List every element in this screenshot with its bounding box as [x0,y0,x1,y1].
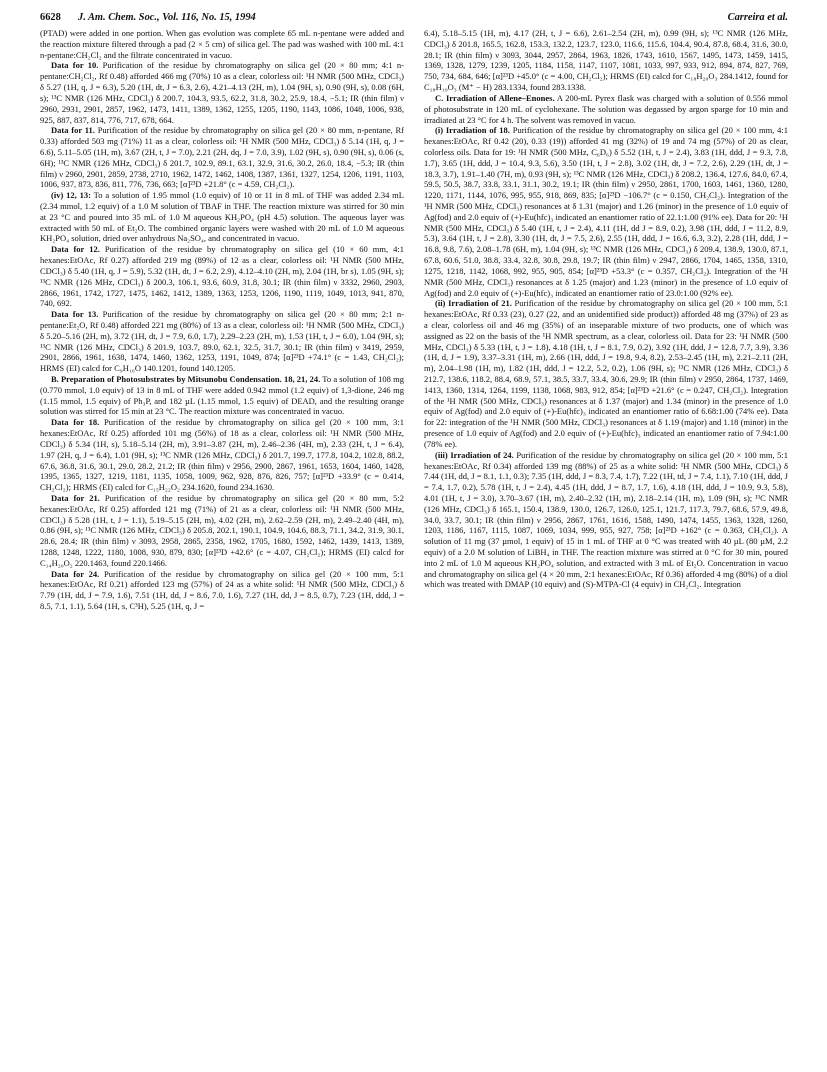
paragraph [40,244,404,309]
paragraph-text: To a solution of 108 mg (0.770 mmol, 1.0 equiv) of 13 in 8 mL of THF were added 0.942 mmol (1.2 equiv) of 1,3-dione, 246 mg (1.15 mmol, 1.5 equiv) of Ph₃P, and 182 µL (1.15 mmol, 1.5 equiv) of DEAD, and the resulting orange solution was stirred for 15 min at 23 °C. The reaction mixture was concentrated in vacuo. [40,374,404,417]
paragraph-text: Purification of the residue by chromatography on silica gel (20 × 100 mm, 5:1 hexanes:EtOAc, Rf 0.33 (23), 0.27 (22, and an unidentified side product)) afforded 48 mg (37%) of 23 as a clear, colorless oil and 46 mg (35%) of an inseparable mixture of two products, one of which was assigned as 22 on the basis of the ¹H NMR spectrum, as a clear, colorless oil. Data for 23: ¹H NMR (500 MHz, CDCl₃) δ 5.33 (1H, t, J = 1.8), 4.18 (1H, t, J = 8.1, 7.9, 0.2), 3.92 (1H, ddd, J = 12.8, 7.7, 3.9), 3.36 (1H, d, J = 1.9), 3.37–3.31 (1H, m), 2.66 (1H, ddd, J = 19.8, 9.4, 8.2), 2.53–2.45 (1H, m), 2.21–2.11 (2H, m), 2.04–1.98 (1H, m), 1.82 (1H, ddd, J = 12.2, 5.2, 0.2), 1.06 (9H, s); ¹³C NMR (126 MHz, CDCl₃) δ 212.7, 138.6, 118.2, 88.4, 68.9, 57.1, 38.5, 33.7, 33.4, 30.6, 29.9; IR (thin film) ν 2950, 2864, 1737, 1469, 1413, 1360, 1314, 1264, 1199, 1138, 1068, 983, 912, 854; [α]²³D +21.6° (c = 0.247, CH₂Cl₂). Integration of the ¹H NMR (500 MHz, CDCl₃) resonances at δ 1.37 (major) and 1.34 (minor) in the presence of 1.0 equiv of Ag(fod) and 2.0 equiv of (+)-Eu(hfc)₃ indicated an enantiomer ratio of 6.68:1.00 (74% ee). Data for 22: integration of the ¹H NMR (500 MHz, CDCl₃) resonances at δ 1.19 (major) and 1.18 (minor) in the presence of 1.0 equiv of Ag(fod) and 2.0 equiv of (+)-Eu(hfc)₃ indicated an enantiomer ratio of 7.94:1.00 (78% ee). [424,298,788,449]
paragraph [40,493,404,569]
section-paragraph [424,93,788,125]
paragraph-lead: Data for 12. [51,244,100,255]
running-author: Carreira et al. [727,12,788,23]
paragraph-text: Purification of the residue by chromatography on silica gel (20 × 80 mm, n-pentane, Rf 0.33) afforded 503 mg (71%) 11 as a clear, colorless oil: ¹H NMR (500 MHz, CDCl₃) δ 5.14 (1H, q, J = 6.6), 5.11–5.05 (1H, m), 3.67 (2H, t, J = 7.0), 2.21 (2H, dq, J = 7.0, 3.9), 1.02 (9H, s), 0.90 (9H, s), 0.06 (s, 6H); ¹³C NMR (126 MHz, CDCl₃) δ 201.7, 102.9, 89.1, 63.1, 32.9, 31.6, 30.2, 26.0, 18.4, −5.3; IR (thin film) ν 2960, 2901, 2859, 2738, 2710, 1962, 1472, 1462, 1408, 1387, 1361, 1327, 1254, 1206, 1191, 1103, 1006, 937, 873, 836, 811, 776, 736, 663; [α]²³D +21.8° (c = 4.59, CH₂Cl₂). [40,125,404,190]
paragraph-text: To a solution of 1.95 mmol (1.0 equiv) of 10 or 11 in 8 mL of THF was added 2.34 mL (2.34 mmol, 1.2 equiv) of a 1.0 M solution of TBAF in THF. The reaction mixture was stirred for 30 min at 23 °C and poured into 35 mL of 1.0 M aqueous KH₂PO₄ (pH 4.5) solution. The aqueous layer was extracted with 50 mL of Et₂O. The combined organic layers were washed with 20 mL of 1.0 M aqueous KH₂PO₄ solution, dried over anhydrous Na₂SO₄, and concentrated in vacuo. [40,190,404,244]
paragraph [424,125,788,298]
paragraph-lead: (iv) 12, 13: [51,190,91,201]
left-column [40,28,404,612]
paragraph-text: Purification of the residue by chromatography on silica gel (10 × 60 mm, 4:1 hexanes:EtOAc, Rf 0.27) afforded 219 mg (89%) of 12 as a clear, colorless oil: ¹H NMR (500 MHz, CDCl₃) δ 5.40 (1H, q, J = 5.9), 5.32 (1H, dt, J = 6.2, 2.9), 4.12–4.10 (2H, m), 2.04 (1H, br s), 1.05 (9H, s); ¹³C NMR (126 MHz, CDCl₃) δ 200.3, 106.1, 93.6, 60.9, 31.8, 30.1; IR (thin film) ν 3332, 2960, 2903, 2866, 1961, 1742, 1727, 1475, 1462, 1412, 1389, 1363, 1253, 1206, 1190, 1119, 1049, 1013, 941, 870, 740, 692. [40,244,404,309]
paragraph-text: Purification of the residue by chromatography on silica gel (20 × 100 mm, 5:1 hexanes:EtOAc, Rf 0.34) afforded 139 mg (88%) of 25 as a white solid: ¹H NMR (500 MHz, CDCl₃) δ 7.44 (1H, dd, J = 8.1, 1.1, 0.3); 7.35 (1H, ddd, J = 8.3, 7.4, 1.7), 7.22 (1H, td, J = 7.4, 1.1), 7.10 (1H, ddd, J = 7.4, 1.7, 0.2), 5.78 (1H, t, J = 2.4), 4.45 (1H, ddd, J = 8.7, 1.7, 1.6), 4.18 (1H, ddd, J = 10.9, 9.3, 5.8), 4.01 (1H, t, J = 3.0), 3.70–3.67 (1H, m), 2.40–2.32 (1H, m), 2.18–2.14 (1H, m), 1.09 (9H, s); ¹³C NMR (126 MHz, CDCl₃) δ 165.1, 150.4, 138.9, 130.0, 126.7, 126.0, 125.1, 121.7, 117.3, 79.7, 68.6, 57.9, 49.8, 34.0, 33.7, 30.1; IR (thin film) ν 2956, 2867, 1761, 1616, 1588, 1490, 1474, 1455, 1363, 1328, 1260, 1203, 1186, 1167, 1115, 1087, 1069, 1034, 999, 955, 927, 758; [α]²³D +162° (c = 0.363, CH₂Cl₂). A solution of 11 mg (37 µmol, 1 equiv) of 15 in 1 mL of THF at 0 °C was treated with 40 µL (80 µM, 2.2 equiv) of a 2.0 M solution of LiBH₄ in THF. The reaction mixture was stirred at 0 °C for 30 min, poured into 2 mL of 1.0 M aqueous KH₂PO₄ solution, and extracted with 3 mL of Et₂O. Concentration in vacuo and chromatography on silica gel (4 × 20 mm, 2:1 hexanes:EtOAc, Rf 0.36) afforded 4 mg (80%) of a diol which was treated with DMAP (10 equiv) and (S)-MTPA-Cl (4 equiv) in CH₂Cl₂. Integration [424,449,788,590]
paragraph-text: Purification of the residue by chromatography on silica gel (20 × 100 mm, 5:1 hexanes:EtOAc, Rf 0.21) afforded 123 mg (57%) of 24 as a white solid: ¹H NMR (500 MHz, CDCl₃) δ 7.79 (1H, dd, J = 7.9, 1.6), 7.51 (1H, dd, J = 8.6, 7.0, 1.6), 7.27 (1H, dd, J = 8.5, 0.7), 7.23 (1H, ddd, J = 8.5, 7.1, 1.1), 5.64 (1H, s, C³H), 5.25 (1H, q, J = [40,568,404,612]
paragraph-text: A 200-mL Pyrex flask was charged with a solution of 0.556 mmol of photosubstrate in 120 mL of cyclohexane. The solution was degassed by argon sparge for 10 min and irradiated at 23 °C for 4 h. The solvent was removed in vacuo. [424,92,788,125]
page-number: 6628 [40,12,61,23]
paragraph-lead: (iii) Irradiation of 24. [435,449,514,460]
paragraph-lead: Data for 24. [51,568,100,579]
paragraph-text: Purification of the residue by chromatography on silica gel (20 × 80 mm; 4:1 n-pentane:CH₂Cl₂, Rf 0.48) afforded 466 mg (70%) 10 as a clear, colorless oil: ¹H NMR (500 MHz, CDCl₃) δ 5.27 (1H, q, J = 6.3), 5.20 (1H, dt, J = 6.3, 2.6), 4.21–4.13 (2H, m), 1.04 (9H, s), 0.90 (9H, s), 0.08 (6H, s); ¹³C NMR (126 MHz, CDCl₃) δ 200.7, 104.3, 93.5, 62.2, 31.8, 30.2, 25.9, 18.4, −5.1; IR (thin film) ν 2960, 2931, 2901, 2857, 1962, 1473, 1411, 1389, 1362, 1255, 1205, 1190, 1143, 1086, 1048, 1006, 938, 925, 887, 837, 814, 776, 717, 678, 664. [40,60,404,125]
paragraph-lead: (ii) Irradiation of 21. [435,298,512,309]
paragraph-lead: Data for 11. [51,125,95,136]
paragraph-text: Purification of the residue by chromatography on silica gel (20 × 100 mm, 3:1 hexanes:EtOAc, Rf 0.25) afforded 101 mg (56%) of 18 as a clear, colorless oil: ¹H NMR (500 MHz, CDCl₃) δ 5.34 (1H, s), 5.18–5.14 (2H, m), 3.91–3.87 (2H, m), 2.46–2.36 (4H, m), 2.33 (2H, t, J = 6.4), 1.97 (2H, q, J = 6.4), 1.01 (9H, s); ¹³C NMR (126 MHz, CDCl₃) δ 201.7, 199.7, 177.8, 104.2, 102.8, 88.2, 67.6, 36.8, 31.6, 30.1, 29.0, 28.2, 21.2; IR (thin film) ν 2956, 2900, 2867, 1961, 1653, 1604, 1460, 1428, 1395, 1365, 1327, 1219, 1181, 1135, 1058, 1009, 962, 928, 876, 826, 757; [α]²³D +33.9° (c = 0.414, CH₂Cl₂); HRMS (EI) calcd for C₁₅H₂₂O₂ 234.1620, found 234.1630. [40,417,404,493]
paragraph-lead: Data for 13. [51,309,99,320]
paragraph [40,569,404,612]
paragraph: 6.4), 5.18–5.15 (1H, m), 4.17 (2H, t, J = 6.6), 2.61–2.54 (2H, m), 0.99 (9H, s); ¹³C NMR (126 MHz, CDCl₃) δ 201.8, 165.5, 162.8, 153.3, 132.2, 123.7, 123.0, 116.6, 115.6, 104.4, 90.4, 87.8, 68.4, 31.6, 30.0, 28.1; IR (thin film) ν 3093, 3044, 2957, 2864, 1963, 1826, 1743, 1610, 1567, 1495, 1473, 1459, 1415, 1369, 1328, 1279, 1239, 1205, 1184, 1158, 1147, 1107, 1081, 1033, 997, 933, 912, 894, 874, 827, 769, 750, 734, 684, 646; [α]²³D +45.0° (c = 4.00, CH₂Cl₂); HRMS (EI) calcd for C₁₈H₂₀O₃ 284.1412, found for C₁₈H₁₉O₃ (M⁺ − H) 283.1334, found 283.1338. [424,28,788,93]
paragraph-lead: Data for 10. [51,60,99,71]
paragraph [424,298,788,449]
paragraph-text: Purification of the residue by chromatography on silica gel (20 × 80 mm; 2:1 n-pentane:Et₂O, Rf 0.48) afforded 221 mg (80%) of 13 as a clear, colorless oil: ¹H NMR (500 MHz, CDCl₃) δ 5.20–5.16 (2H, m), 3.72 (1H, dt, J = 7.9, 6.0, 1.7), 2.29–2.23 (2H, m), 1.53 (1H, t, J = 6.0), 1.04 (9H, s); ¹³C NMR (126 MHz, CDCl₃) δ 201.9, 103.7, 89.0, 62.1, 32.5, 31.7, 30.1; IR (thin film) ν 3419, 2959, 2901, 2866, 1961, 1638, 1474, 1460, 1362, 1253, 1191, 1049, 874; [α]²³D +74.1° (c = 1.43, CH₂Cl₂); HRMS (EI) calcd for C₉H₁₆O 140.1201, found 140.1205. [40,309,404,374]
section-heading: B. Preparation of Photosubstrates by Mitsunobu Condensation. 18, 21, 24. [51,374,321,384]
paragraph-text: Purification of the residue by chromatography on silica gel (20 × 100 mm, 4:1 hexanes:EtOAc, Rf 0.42 (20), 0.33 (19)) afforded 41 mg (32%) of 19 and 74 mg (57%) of 20 as clear, colorless oils. Data for 19: ¹H NMR (500 MHz, C₆D₆) δ 5.52 (1H, t, J = 2.4), 3.83 (1H, ddd, J = 9.3, 7.8, 1.7), 3.65 (1H, ddd, J = 10.4, 9.3, 5.6), 3.50 (1H, t, J = 2.8), 3.02 (1H, dt, J = 7.2, 2.6), 2.29 (1H, dt, J = 18.3, 3.7), 1.91–1.40 (7H, m), 0.93 (9H, s); ¹³C NMR (126 MHz, CDCl₃) δ 208.2, 136.4, 127.6, 84.0, 67.4, 59.5, 50.5, 38.7, 33.8, 33.1, 31.1, 30.2, 19.1; IR (thin film) ν 2950, 2861, 1700, 1603, 1461, 1360, 1280, 1220, 1171, 1144, 1076, 995, 955, 918, 869, 835; [α]²³D −106.7° (c = 0.150, CH₂Cl₂). Integration of the ¹H NMR (500 MHz, CDCl₃) resonances at δ 1.31 (major) and 1.26 (minor) in the presence of 1.0 equiv of Ag(fod) and 2.0 equiv of (+)-Eu(hfc)₃ indicated an enantiomer ratio of 22.1:1.00 (91% ee). Data for 20: ¹H NMR (500 MHz, CDCl₃) δ 5.40 (1H, t, J = 2.4), 4.11 (1H, dd J = 8.9, 0.2), 3.98 (1H, ddd, J = 11.2, 8.9, 5.3), 3.64 (1H, t, J = 2.8), 3.30 (1H, dt, J = 7.5, 2.6), 2.55 (1H, ddd, J = 16.6, 6.3, 3.2), 2.28 (1H, ddd, J = 16.8, 9.8, 7.6), 2.08–1.78 (6H, m), 1.04 (9H, s); ¹³C NMR (126 MHz, CDCl₃) δ 209.4, 138.9, 130.0, 87.1, 67.8, 60.6, 51.0, 38.8, 33.4, 32.8, 30.8, 29.8, 19.7; IR (thin film) ν 2947, 2866, 1704, 1465, 1358, 1310, 1275, 1218, 1142, 1068, 992, 955, 905, 854; [α]²³D +53.3° (c = 0.357, CH₂Cl₂). Integration of the ¹H NMR (500 MHz, CDCl₃) resonances at δ 1.25 (major) and 1.23 (minor) in the presence of 1.0 equiv of Ag(fod) and 2.0 equiv of (+)-Eu(hfc)₃ indicated an enantiomer ratio of 23.0:1.00 (92% ee). [424,125,788,298]
paragraph [424,450,788,591]
paragraph [40,417,404,493]
paragraph [40,60,404,125]
paragraph-text: Purification of the residue by chromatography on silica gel (20 × 80 mm, 5:2 hexanes:EtOAc, Rf 0.25) afforded 121 mg (71%) of 21 as a clear, colorless oil: ¹H NMR (500 MHz, CDCl₃) δ 5.28 (1H, t, J = 1.1), 5.19–5.15 (2H, m), 4.02 (2H, m), 2.62–2.59 (2H, m), 2.49–2.40 (4H, m), 0.86 (9H, s); ¹³C NMR (126 MHz, CDCl₃) δ 205.8, 202.1, 190.1, 104.9, 104.6, 88.3, 71.1, 34.2, 31.9, 30.1, 28.6, 28.4; IR (thin film) ν 3093, 2958, 2865, 2358, 1962, 1705, 1680, 1592, 1462, 1439, 1413, 1389, 1288, 1248, 1222, 1180, 1008, 930, 879, 830; [α]²³D +42.6° (c = 4.07, CH₂Cl₂); HRMS (EI) calcd for C₁₄H₂₀O₂ 220.1463, found 220.1466. [40,492,404,568]
paragraph-lead: Data for 21. [51,492,100,503]
section-heading: C. Irradiation of Allene–Enones. [435,92,555,103]
paragraph-lead: Data for 18. [51,417,100,428]
paragraph [40,125,404,190]
journal-citation: J. Am. Chem. Soc., Vol. 116, No. 15, 1994 [78,12,256,23]
paragraph [40,190,404,244]
section-paragraph [40,374,404,417]
paragraph-lead: (i) Irradiation of 18. [435,125,510,136]
right-column [424,28,788,590]
running-header [40,10,788,26]
paragraph: (PTAD) were added in one portion. When gas evolution was complete 65 mL n-pentane were added and the reaction mixture filtered through a pad (2 × 5 cm) of silica gel. The pad was washed with 100 mL 4:1 n-pentane:CH₂Cl₂ and the filtrate concentrated in vacuo. [40,28,404,60]
paragraph [40,309,404,374]
